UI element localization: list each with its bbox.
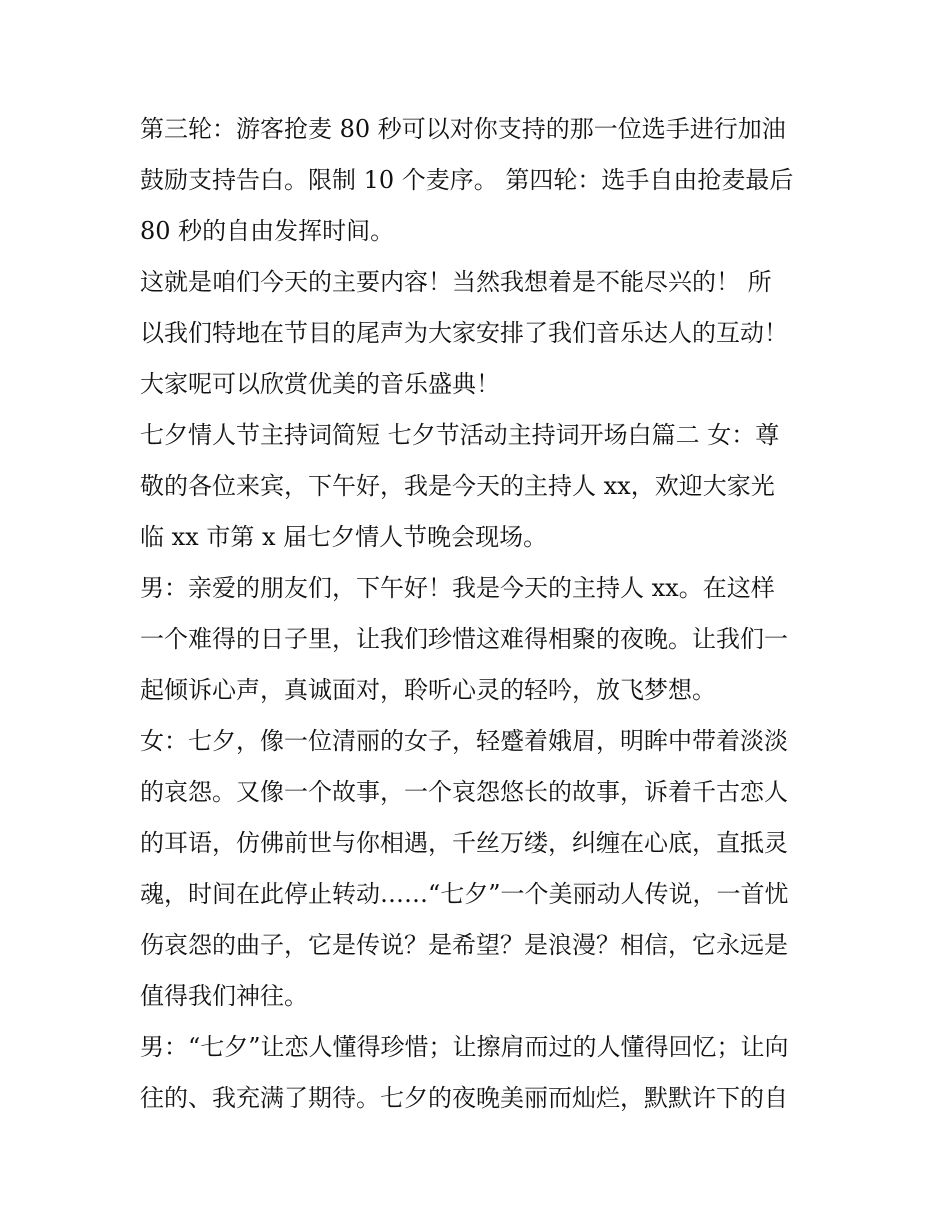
- text-line: 伤哀怨的曲子，它是传说？是希望？是浪漫？相信，它永远是: [140, 931, 788, 959]
- paragraph-male-host-greeting: [140, 563, 820, 716]
- text-line: 大家呢可以欣赏优美的音乐盛典！: [140, 370, 500, 398]
- paragraph-section-two-female-host: [140, 410, 820, 563]
- text-line: 魂，时间在此停止转动……“七夕”一个美丽动人传说，一首忧: [140, 880, 789, 908]
- text-line: 临 xx 市第 x 届七夕情人节晚会现场。: [140, 523, 548, 551]
- paragraph-male-host-qixi: [140, 1022, 820, 1124]
- text-line: 第三轮：游客抢麦 80 秒可以对你支持的那一位选手进行加油: [140, 115, 786, 143]
- text-line: 80 秒的自由发挥时间。: [140, 217, 395, 245]
- text-line: 敬的各位来宾，下午好，我是今天的主持人 xx，欢迎大家光: [140, 472, 775, 500]
- text-line: 男：“七夕”让恋人懂得珍惜；让擦肩而过的人懂得回忆；让向: [140, 1033, 789, 1061]
- text-line: 鼓励支持告白。限制 10 个麦序。 第四轮：选手自由抢麦最后: [140, 166, 794, 194]
- paragraph-female-host-qixi: [140, 716, 820, 1022]
- text-line: 女：七夕，像一位清丽的女子，轻蹙着娥眉，明眸中带着淡淡: [140, 727, 788, 755]
- text-line: 值得我们神往。: [140, 982, 308, 1010]
- text-line: 这就是咱们今天的主要内容！当然我想着是不能尽兴的！ 所: [140, 268, 772, 296]
- text-line: 一个难得的日子里，让我们珍惜这难得相聚的夜晚。让我们一: [140, 625, 788, 653]
- text-line: 往的、我充满了期待。七夕的夜晚美丽而灿烂，默默许下的自: [140, 1084, 788, 1112]
- text-line: 的耳语，仿佛前世与你相遇，千丝万缕，纠缠在心底，直抵灵: [140, 829, 788, 857]
- text-line: 起倾诉心声，真诚面对，聆听心灵的轻吟，放飞梦想。: [140, 676, 716, 704]
- text-line: 以我们特地在节目的尾声为大家安排了我们音乐达人的互动！: [140, 319, 788, 347]
- text-line: 的哀怨。又像一个故事，一个哀怨悠长的故事，诉着千古恋人: [140, 778, 788, 806]
- text-line: 七夕情人节主持词简短 七夕节活动主持词开场白篇二 女：尊: [140, 421, 780, 449]
- text-line: 男：亲爱的朋友们，下午好！我是今天的主持人 xx。在这样: [140, 574, 775, 602]
- document-body: [140, 104, 820, 1124]
- paragraph-round-three-four: [140, 104, 820, 257]
- paragraph-main-content: [140, 257, 820, 410]
